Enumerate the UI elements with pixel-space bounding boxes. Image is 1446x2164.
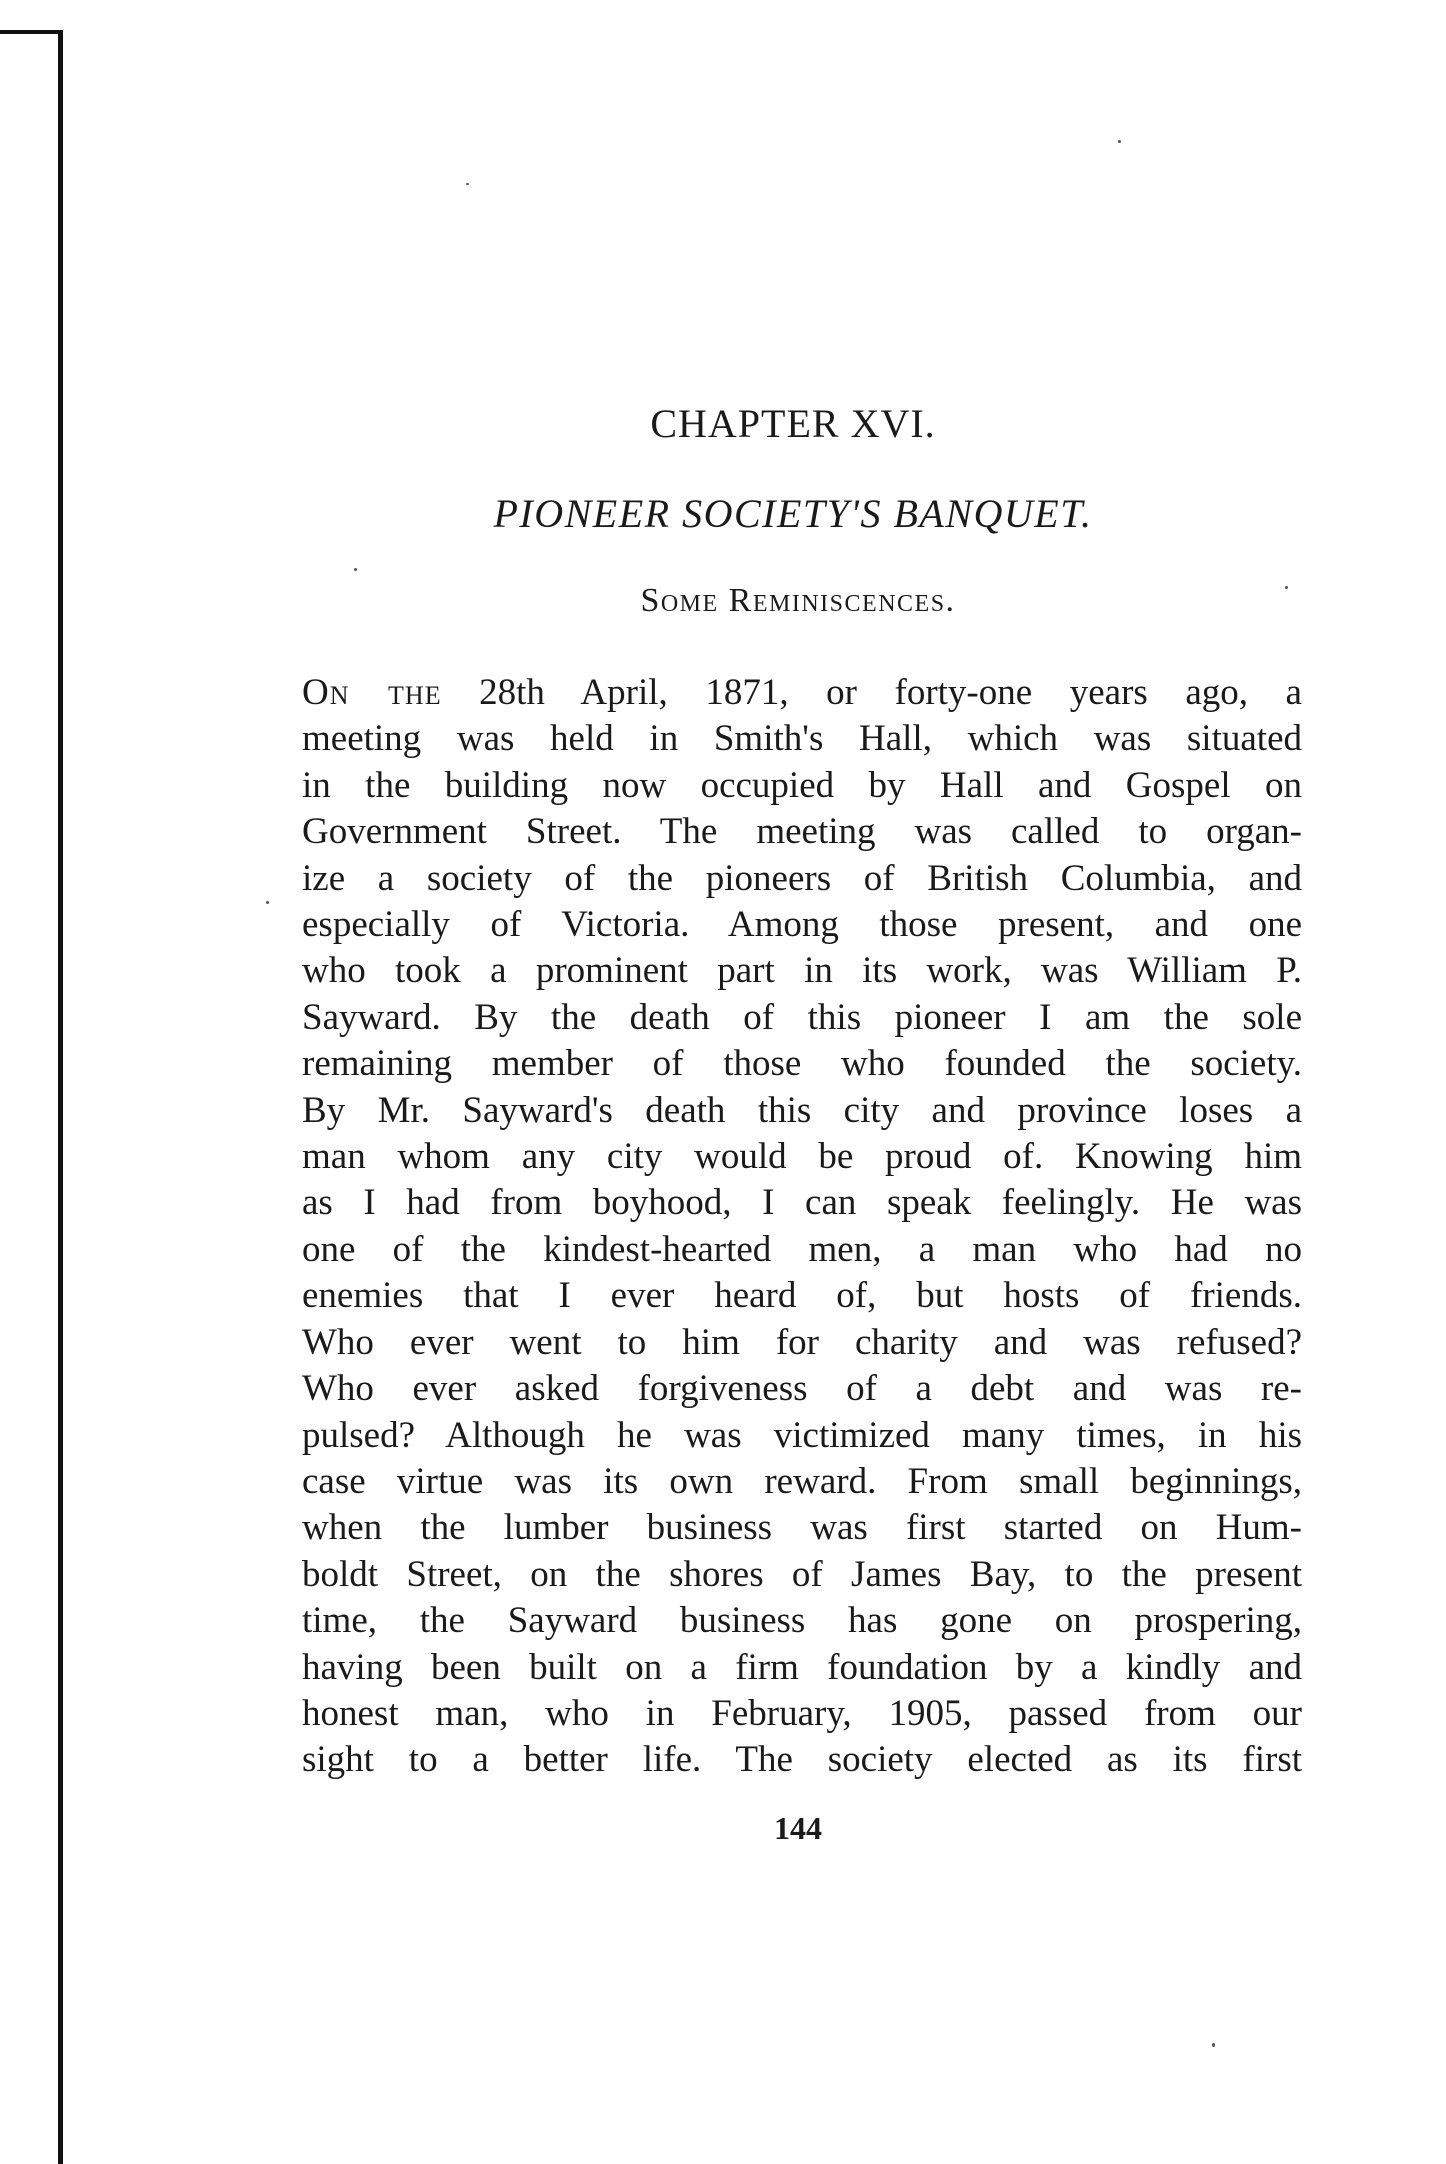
lead-words: On the — [302, 672, 442, 713]
text-line: as I had from boyhood, I can speak feelingly. He was — [302, 1182, 1302, 1224]
chapter-subtitle: PIONEER SOCIETY'S BANQUET. — [493, 491, 1093, 536]
binding-edge-top — [0, 30, 63, 34]
text-line: pulsed? Although he was victimized many times, in his — [302, 1414, 1302, 1456]
text-line: case virtue was its own reward. From small beginnings, — [302, 1460, 1302, 1502]
text-line: By Mr. Sayward's death this city and province loses a — [302, 1089, 1302, 1131]
text-line: in the building now occupied by Hall and Gospel on — [302, 764, 1302, 806]
paper-speck — [1212, 2043, 1215, 2047]
text-line: time, the Sayward business has gone on prospering, — [302, 1600, 1302, 1642]
text-line: remaining member of those who founded the society. — [302, 1043, 1302, 1085]
text-line: man whom any city would be proud of. Knowing him — [302, 1136, 1302, 1178]
paper-speck — [466, 183, 469, 185]
text-line: sight to a better life. The society elected as its first — [302, 1739, 1302, 1781]
text-line: enemies that I ever heard of, but hosts of friends. — [302, 1275, 1302, 1317]
text-line: having been built on a firm foundation by a kindly and — [302, 1646, 1302, 1688]
text-line: especially of Victoria. Among those present, and one — [302, 904, 1302, 946]
text-line — [302, 670, 1302, 716]
text-line: boldt Street, on the shores of James Bay, to the present — [302, 1553, 1302, 1595]
body-paragraph — [302, 670, 1302, 1784]
section-heading: Some Reminiscences. — [640, 582, 956, 619]
paper-speck — [266, 901, 269, 904]
text-line: honest man, who in February, 1905, passed from our — [302, 1692, 1302, 1734]
text-line: Who ever asked forgiveness of a debt and was re- — [302, 1368, 1302, 1410]
text-line: Government Street. The meeting was called to organ- — [302, 811, 1302, 853]
text-line: meeting was held in Smith's Hall, which was situated — [302, 718, 1302, 760]
text-line: Sayward. By the death of this pioneer I am the sole — [302, 996, 1302, 1038]
text-line: ize a society of the pioneers of British Columbia, and — [302, 857, 1302, 899]
text-line: one of the kindest-hearted men, a man who had no — [302, 1228, 1302, 1270]
text-line: when the lumber business was first started on Hum- — [302, 1507, 1302, 1549]
chapter-title: CHAPTER XVI. — [650, 401, 936, 446]
text-line-content: 28th April, 1871, or forty-one years ago, a — [441, 672, 1302, 713]
text-line: Who ever went to him for charity and was refused? — [302, 1321, 1302, 1363]
paper-speck — [1118, 140, 1121, 143]
page-number: 144 — [774, 1810, 822, 1846]
paper-speck — [354, 568, 357, 571]
text-line: who took a prominent part in its work, was William P. — [302, 950, 1302, 992]
